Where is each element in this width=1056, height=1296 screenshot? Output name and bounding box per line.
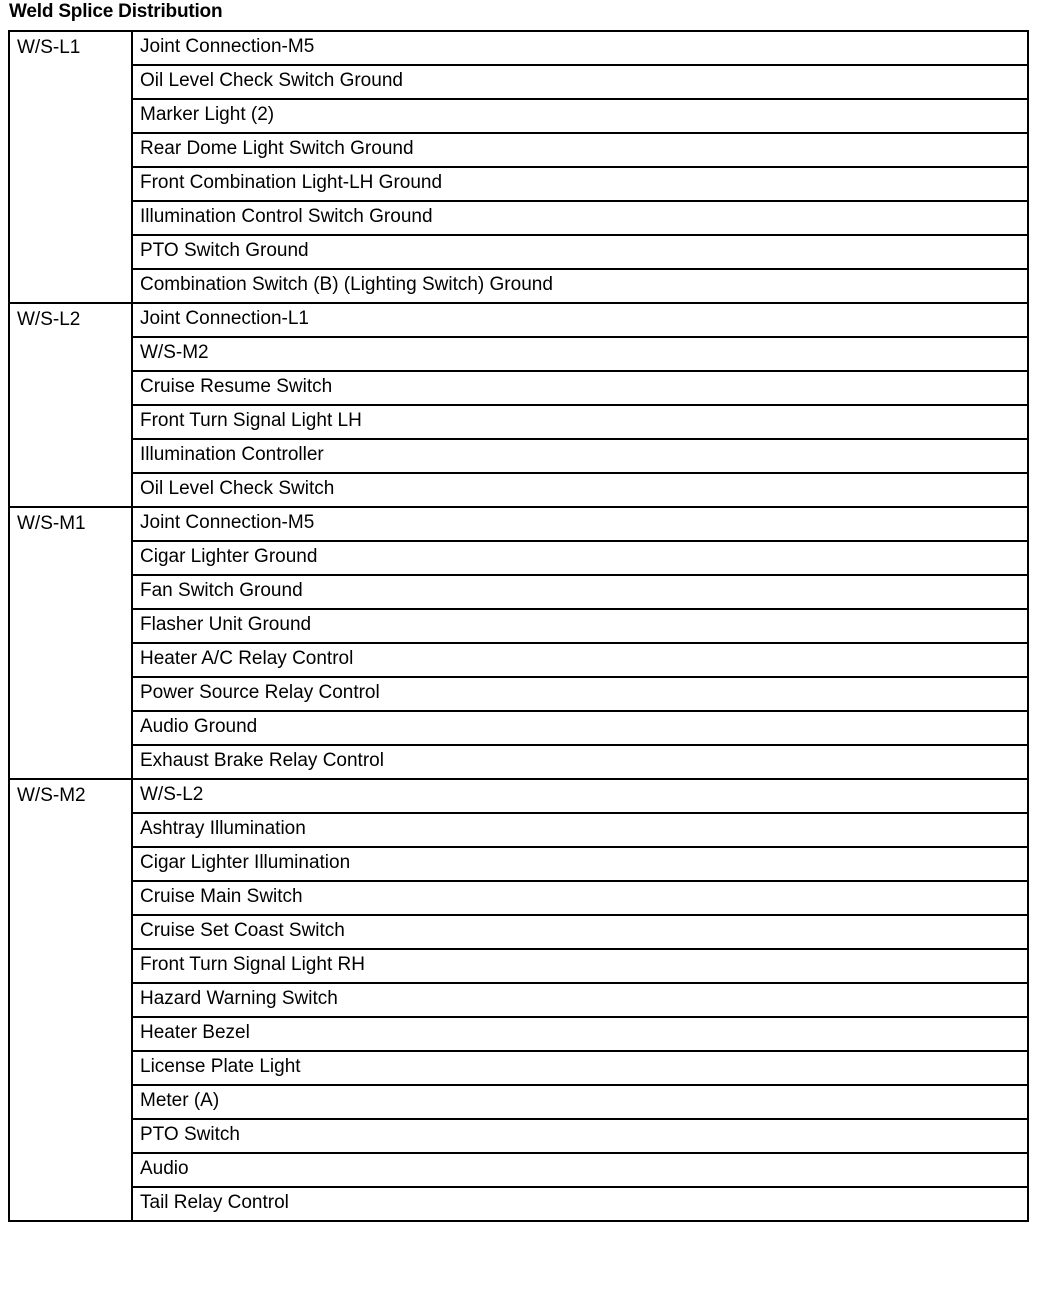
splice-id-cell: W/S-L1 [9,31,132,303]
table-row [9,65,1028,99]
splice-destination-cell: Cruise Set Coast Switch [132,915,1028,949]
splice-destination-cell: Heater Bezel [132,1017,1028,1051]
table-row [9,1153,1028,1187]
weld-splice-table-body [9,31,1028,1221]
table-row [9,779,1028,813]
splice-destination-cell: Heater A/C Relay Control [132,643,1028,677]
table-row [9,677,1028,711]
table-row [9,269,1028,303]
table-row [9,643,1028,677]
page-title: Weld Splice Distribution [9,1,223,22]
splice-destination-cell: Cruise Main Switch [132,881,1028,915]
splice-destination-cell: Tail Relay Control [132,1187,1028,1221]
splice-destination-cell: Combination Switch (B) (Lighting Switch) Ground [132,269,1028,303]
table-row [9,847,1028,881]
splice-destination-cell: Front Turn Signal Light LH [132,405,1028,439]
splice-destination-cell: Joint Connection-M5 [132,31,1028,65]
splice-id-cell: W/S-M2 [9,779,132,1221]
table-row [9,99,1028,133]
splice-destination-cell: Oil Level Check Switch [132,473,1028,507]
splice-destination-cell: Rear Dome Light Switch Ground [132,133,1028,167]
table-row [9,881,1028,915]
table-row [9,167,1028,201]
table-row [9,1187,1028,1221]
splice-destination-cell: Flasher Unit Ground [132,609,1028,643]
splice-destination-cell: Marker Light (2) [132,99,1028,133]
table-row [9,405,1028,439]
splice-destination-cell: Cigar Lighter Illumination [132,847,1028,881]
table-row [9,745,1028,779]
table-row [9,541,1028,575]
table-row [9,1119,1028,1153]
splice-destination-cell: Front Turn Signal Light RH [132,949,1028,983]
table-row [9,949,1028,983]
splice-destination-cell: Hazard Warning Switch [132,983,1028,1017]
table-row [9,1017,1028,1051]
splice-destination-cell: Illumination Controller [132,439,1028,473]
splice-destination-cell: Ashtray Illumination [132,813,1028,847]
table-row [9,371,1028,405]
splice-id-cell: W/S-L2 [9,303,132,507]
splice-destination-cell: PTO Switch [132,1119,1028,1153]
splice-destination-cell: License Plate Light [132,1051,1028,1085]
table-row [9,473,1028,507]
splice-destination-cell: Cigar Lighter Ground [132,541,1028,575]
splice-destination-cell: Illumination Control Switch Ground [132,201,1028,235]
splice-destination-cell: Cruise Resume Switch [132,371,1028,405]
table-row [9,983,1028,1017]
splice-destination-cell: W/S-M2 [132,337,1028,371]
table-row [9,201,1028,235]
splice-destination-cell: Fan Switch Ground [132,575,1028,609]
splice-destination-cell: Oil Level Check Switch Ground [132,65,1028,99]
table-row [9,507,1028,541]
splice-destination-cell: Front Combination Light-LH Ground [132,167,1028,201]
table-row [9,303,1028,337]
table-row [9,1051,1028,1085]
splice-destination-cell: Joint Connection-L1 [132,303,1028,337]
table-row [9,915,1028,949]
table-row [9,235,1028,269]
splice-destination-cell: Meter (A) [132,1085,1028,1119]
splice-destination-cell: Exhaust Brake Relay Control [132,745,1028,779]
splice-destination-cell: Power Source Relay Control [132,677,1028,711]
table-row [9,813,1028,847]
splice-destination-cell: Audio Ground [132,711,1028,745]
table-row [9,133,1028,167]
table-row [9,337,1028,371]
table-row [9,31,1028,65]
splice-destination-cell: PTO Switch Ground [132,235,1028,269]
table-row [9,575,1028,609]
table-row [9,711,1028,745]
splice-id-cell: W/S-M1 [9,507,132,779]
splice-destination-cell: Audio [132,1153,1028,1187]
splice-destination-cell: Joint Connection-M5 [132,507,1028,541]
table-row [9,439,1028,473]
splice-destination-cell: W/S-L2 [132,779,1028,813]
table-row [9,609,1028,643]
table-row [9,1085,1028,1119]
weld-splice-table [8,30,1029,1222]
